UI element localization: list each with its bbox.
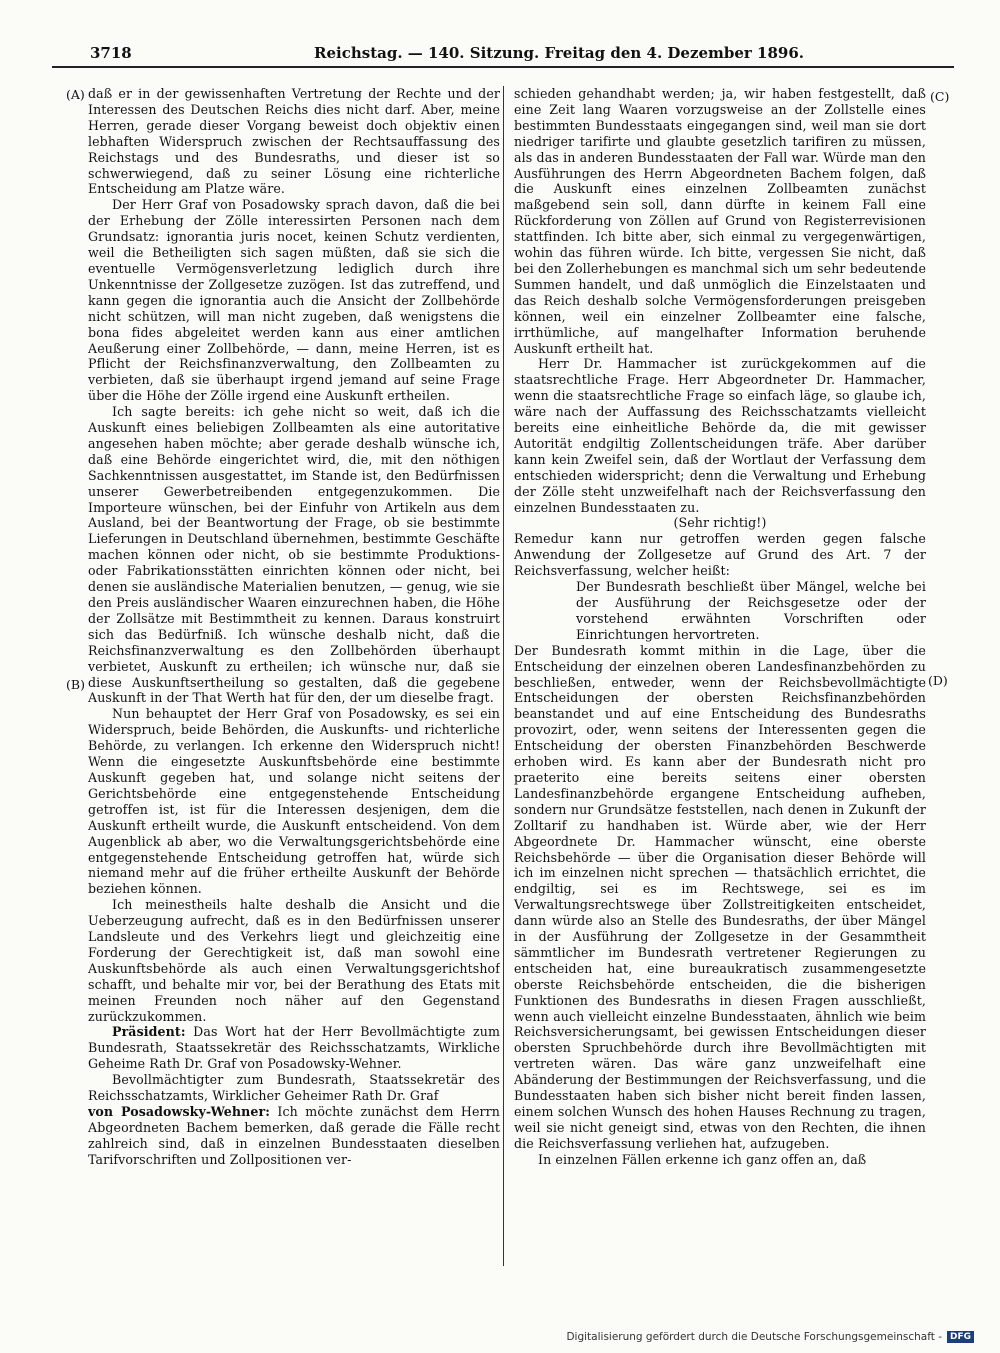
footer-credit: Digitalisierung gefördert durch die Deutsche Forschungsgemeinschaft -: [566, 1331, 942, 1343]
margin-marker-b: (B): [66, 677, 85, 692]
paragraph: [514, 1152, 926, 1168]
paragraph-text: (Sehr richtig!): [673, 515, 767, 531]
left-text-column: [88, 86, 500, 1266]
paragraph-text: Remedur kann nur getroffen werden gegen falsche Anwendung der Zollgesetze auf Grund des Art. 7 der Reichsverfassung, welcher heißt:: [514, 531, 926, 579]
paragraph: [514, 515, 926, 531]
paragraph-text: Der Bundesrath beschließt über Mängel, welche bei der Ausführung der Reichsgesetze oder der vorstehend erwähnten Vorschriften oder Einrichtungen hervortreten.: [576, 579, 926, 642]
paragraph: [514, 643, 926, 1152]
paragraph: [514, 86, 926, 356]
paragraph: [88, 404, 500, 706]
paragraph: [88, 197, 500, 404]
dfg-logo: DFG: [947, 1331, 974, 1343]
right-text-column: [514, 86, 926, 1266]
paragraph: [88, 86, 500, 197]
page-number: 3718: [90, 44, 132, 62]
paragraph: [88, 706, 500, 897]
paragraph-text: In einzelnen Fällen erkenne ich ganz offen an, daß: [538, 1151, 867, 1167]
paragraph: [88, 1104, 500, 1168]
margin-marker-a: (A): [66, 87, 85, 102]
running-title: Reichstag. — 140. Sitzung. Freitag den 4. Dezember 1896.: [314, 44, 805, 62]
paragraph-text: daß er in der gewissenhaften Vertretung der Rechte und der Interessen des Deutschen Reichs dies nicht darf. Aber, meine Herren, gerade dieser Vorgang beweist doch objektiv einen lebhaften Widerspruch zwischen der Rechtsauffassung des Reichstags und des Bundesraths, und dieser ist so schwerwiegend, daß zu seiner Lösung eine richterliche Entscheidung am Platze wäre.: [88, 86, 500, 197]
column-divider: [503, 86, 504, 1266]
speaker-name: von Posadowsky-Wehner:: [88, 1104, 271, 1119]
paragraph-text: schieden gehandhabt werden; ja, wir haben festgestellt, daß eine Zeit lang Waaren vorzugsweise an der Zollstelle eines bestimmten Bundesstaats eingegangen sind, weil man sie dort niedriger tarifirte und glaubte gesetzlich tarifiren zu müssen, als das in anderen Bundesstaaten der Fall war. Würde man den Ausführungen des Herrn Abgeordneten Bachem folgen, daß die Auskunft eines einzelnen Zollbeamten zunächst maßgebend sein soll, dann dürfte in keinem Fall eine Rückforderung von Zöllen auf Grund von Registerrevisionen stattfinden. Ich bitte aber, sich einmal zu vergegenwärtigen, wohin das führen würde. Ich bitte, vergessen Sie nicht, daß bei den Zollerhebungen es manchmal sich um sehr bedeutende Summen handelt, und daß unmöglich die Einzelstaaten und das Reich deshalb solche Vermögensforderungen preisgeben können, weil ein einzelner Zollbeamter eine falsche, irrthümliche, auf mangelhafter Information beruhende Auskunft ertheilt hat.: [514, 86, 926, 356]
paragraph: [88, 897, 500, 1024]
paragraph: [88, 1024, 500, 1072]
paragraph-text: Ich möchte zunächst dem Herrn Abgeordneten Bachem bemerken, daß gerade die Fälle recht zahlreich sind, daß in einzelnen Bundesstaaten dieselben Tarifvorschriften und Zollpositionen ver-: [88, 1104, 500, 1167]
paragraph: [88, 1072, 500, 1104]
paragraph-text: Ich meinestheils halte deshalb die Ansicht und die Ueberzeugung aufrecht, daß es in den Bedürfnissen unserer Landsleute und des Verkehrs liegt und gleichzeitig eine Forderung der Gerechtigkeit ist, daß man sowohl eine Auskunftsbehörde als auch einen Verwaltungsgerichtshof schafft, und behalte mir vor, bei der Berathung des Etats mit meinen Freunden noch näher auf den Gegenstand zurückzukommen.: [88, 897, 500, 1024]
paragraph-text: Ich sagte bereits: ich gehe nicht so weit, daß ich die Auskunft eines beliebigen Zollbeamten als eine autoritative angesehen haben möchte; aber gerade deshalb wünsche ich, daß eine Behörde eingerichtet wird, die, mit den nöthigen Sachkenntnissen ausgestattet, im Stande ist, den Bedürfnissen unserer Gewerbetreibenden entgegenzukommen. Die Importeure wünschen, bei der Einfuhr von Artikeln aus dem Ausland, bei der Beantwortung der Frage, ob sie bestimmte Lieferungen in Deutschland übernehmen, bestimmte Geschäfte machen können oder nicht, ob sie bestimmte Produktions- oder Fabrikationsstätten einrichten können oder nicht, bei denen sie ausländische Materialien benutzen, — genug, wie sie den Preis ausländischer Waaren einzurechnen haben, die Höhe der Zollsätze mit Bestimmtheit zu kennen. Daraus konstruirt sich das Bedürfniß. Ich wünsche deshalb nicht, daß die Reichsfinanzverwaltung es den Zollbehörden überhaupt verbietet, Auskunft zu ertheilen; ich wünsche nur, daß sie diese Auskunftsertheilung so gestalten, daß die gegebene Auskunft in der That Werth hat für den, der um dieselbe fragt.: [88, 404, 500, 706]
paragraph-text: Der Herr Graf von Posadowsky sprach davon, daß die bei der Erhebung der Zölle interessirten Personen nach dem Grundsatz: ignorantia juris nocet, keinen Schutz verdienten, weil die Betheiligten sich sagen müßten, daß sie sich die eventuelle Vermögensverletzung lediglich durch ihre Unkenntnisse der Zollgesetze zuzögen. Ist das zutreffend, und kann gegen die ignorantia auch die Ansicht der Zollbehörde nicht schützen, will man nicht zugeben, daß wenigstens die bona fides abgeleitet werden kann aus einer amtlichen Aeußerung einer Zollbehörde, — dann, meine Herren, ist es Pflicht der Reichsfinanzverwaltung, den Zollbeamten zu verbieten, daß sie überhaupt irgend jemand auf seine Frage über die Höhe der Zölle irgend eine Auskunft ertheilen.: [88, 197, 500, 404]
paragraph: [576, 579, 926, 643]
paragraph-text: Der Bundesrath kommt mithin in die Lage, über die Entscheidung der einzelnen oberen Landesfinanzbehörden zu beschließen, entweder, wenn der Reichsbevollmächtigte Entscheidungen der obersten Reichsfinanzbehörden beanstandet und auf eine Entscheidung des Bundesraths provozirt, oder, wenn seitens der Interessenten gegen die Entscheidung der obersten Finanzbehörden Beschwerde erhoben wird. Es kann aber der Bundesrath nicht pro praeterito eine bereits seitens einer obersten Landesfinanzbehörde ergangene Entscheidung aufheben, sondern nur Grundsätze feststellen, nach denen in Zukunft der Zolltarif zu handhaben ist. Würde aber, wie der Herr Abgeordnete Dr. Hammacher wünscht, eine oberste Reichsbehörde — über die Organisation dieser Behörde will ich im einzelnen nicht sprechen — thatsächlich errichtet, die endgiltig, sei es im Rechtswege, sei es im Verwaltungsrechtswege über Zollstreitigkeiten entscheidet, dann würde also an Stelle des Bundesraths, der über Mängel in der Ausführung der Zollgesetze in der Gesammtheit sämmtlicher im Bundesrath vertretener Regierungen zu entscheiden hat, eine bureaukratisch zusammengesetzte oberste Reichsbehörde entscheiden, die die bisherigen Funktionen des Bundesraths in diesen Fragen ausschließt, wenn auch vielleicht einzelne Bundesstaaten, ähnlich wie beim Reichsversicherungsamt, bei gewissen Entscheidungen dieser obersten Spruchbehörde durch ihre Bevollmächtigten mit vertreten wären. Das wäre ganz unzweifelhaft eine Abänderung der Bestimmungen der Reichsverfassung, und die Bundesstaaten haben sich bisher nicht bereit finden lassen, einem solchen Wunsch des hohen Hauses Rechnung zu tragen, weil sie nicht geneigt sind, etwas von den Rechten, die ihnen die Reichsverfassung verliehen hat, aufzugeben.: [514, 642, 926, 1151]
margin-marker-c: (C): [930, 89, 950, 104]
paragraph-text: Das Wort hat der Herr Bevollmächtigte zum Bundesrath, Staatssekretär des Reichsschatzamts, Wirkliche Geheime Rath Dr. Graf von Posadowsky-Wehner.: [88, 1024, 500, 1072]
page-header: [52, 38, 954, 68]
paragraph: [514, 356, 926, 515]
speaker-name: Präsident:: [112, 1024, 186, 1040]
paragraph-text: Bevollmächtigter zum Bundesrath, Staatssekretär des Reichsschatzamts, Wirklicher Geheimer Rath Dr. Graf: [88, 1072, 500, 1104]
page-footer: [566, 1331, 974, 1343]
paragraph: [514, 531, 926, 579]
margin-marker-d: (D): [928, 673, 948, 688]
paragraph-text: Herr Dr. Hammacher ist zurückgekommen auf die staatsrechtliche Frage. Herr Abgeordneter Dr. Hammacher, wenn die staatsrechtliche Frage so einfach läge, so glaube ich, wäre nach der Auffassung des Reichsschatzamts vielleicht bereits eine einheitliche Behörde da, die mit gewisser Autorität endgiltig Zollentscheidungen träfe. Aber darüber kann kein Zweifel sein, daß der Wortlaut der Verfassung dem entschieden widerspricht; denn die Verwaltung und Erhebung der Zölle steht unzweifelhaft nach der Reichsverfassung den einzelnen Bundesstaaten zu.: [514, 356, 926, 515]
paragraph-text: Nun behauptet der Herr Graf von Posadowsky, es sei ein Widerspruch, beide Behörden, die Auskunfts- und richterliche Behörde, zu verlangen. Ich erkenne den Widerspruch nicht! Wenn die eingesetzte Auskunftsbehörde eine bestimmte Auskunft gegeben hat, und solange nicht seitens der Gerichtsbehörde eine entgegenstehende Entscheidung getroffen ist, ist für die Interessen desjenigen, dem die Auskunft ertheilt wurde, die Auskunft entscheidend. Von dem Augenblick ab aber, wo die Verwaltungsgerichtsbehörde eine entgegenstehende Entscheidung getroffen hat, würde sich niemand mehr auf die früher ertheilte Auskunft der Behörde beziehen können.: [88, 706, 500, 897]
